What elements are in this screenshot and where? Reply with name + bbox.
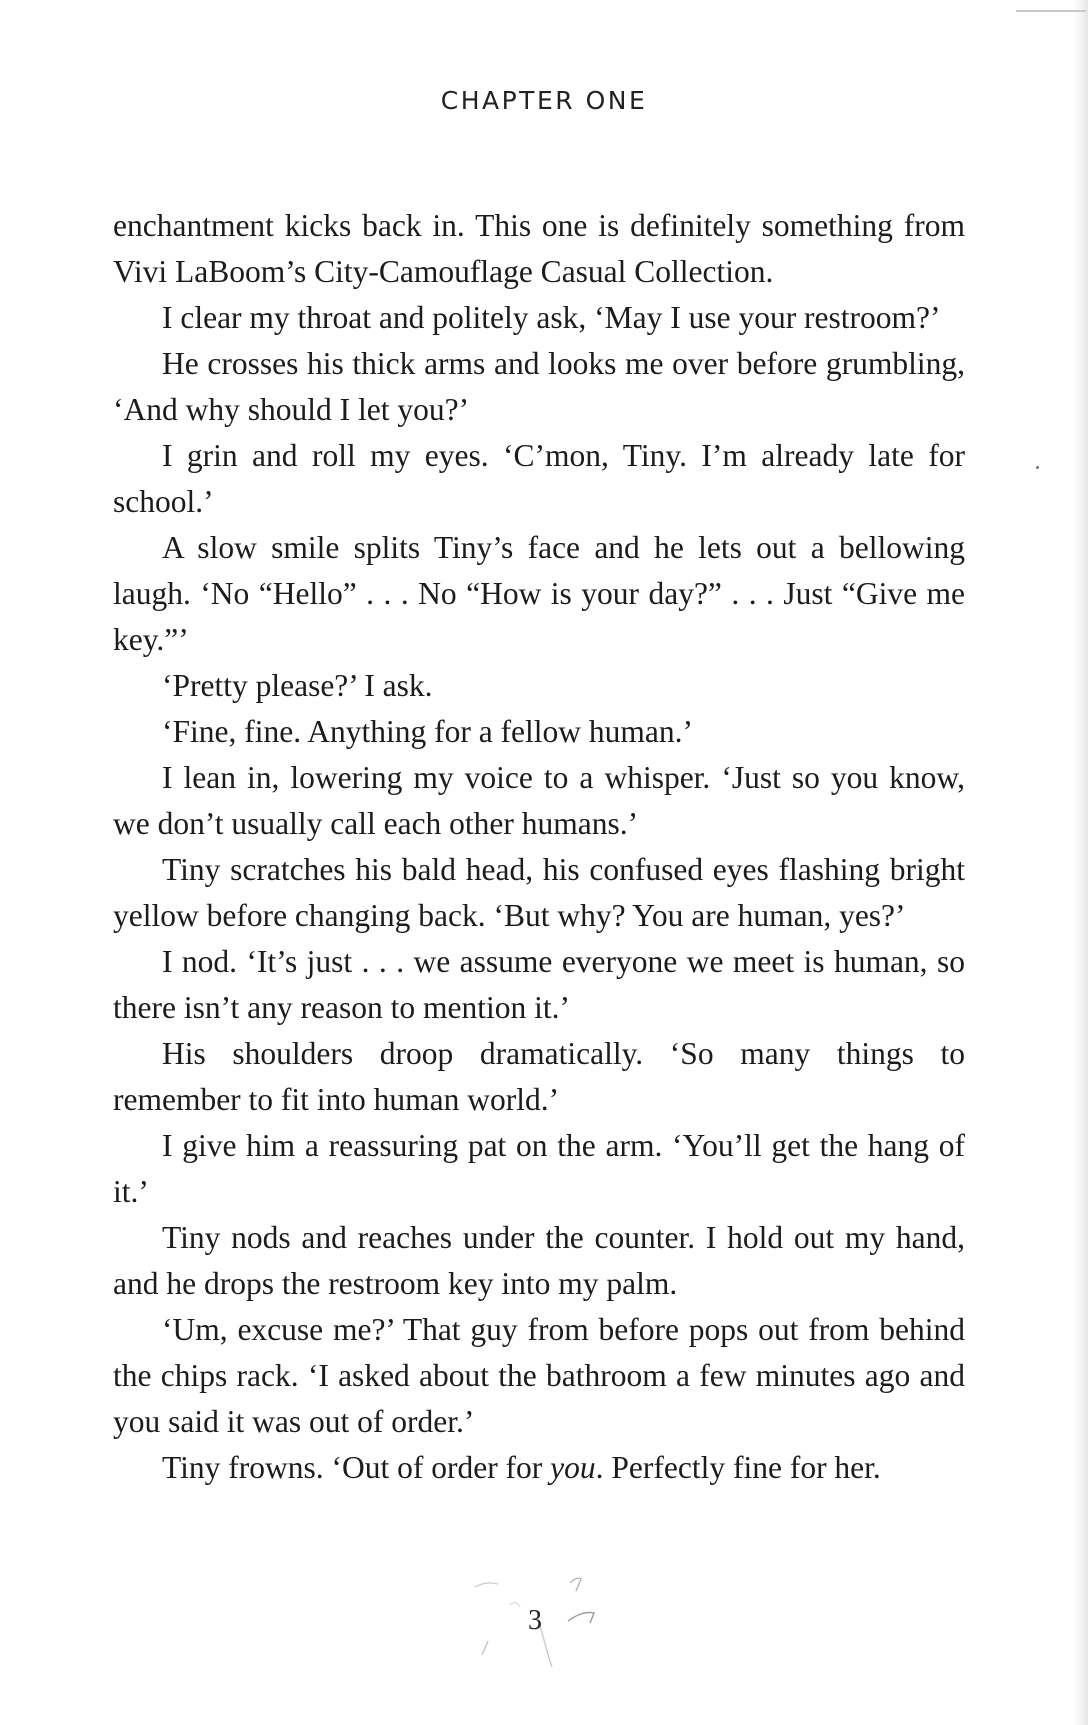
scribble-stroke-4 bbox=[482, 1641, 488, 1655]
paragraph-3: He crosses his thick arms and looks me over before grumbling, ‘And why should I let you?’ bbox=[113, 346, 965, 427]
paragraph-6: ‘Pretty please?’ I ask. bbox=[162, 668, 433, 703]
paragraph-9: Tiny scratches his bald head, his confused eyes flashing bright yellow before changing back. ‘But why? You are human, yes?’ bbox=[113, 852, 965, 933]
paragraph-15-end: . Perfectly fine for her. bbox=[595, 1450, 881, 1485]
paragraph-14: ‘Um, excuse me?’ That guy from before pops out from behind the chips rack. ‘I asked about the bathroom a few minutes ago and you said it was out of order.’ bbox=[113, 1312, 965, 1439]
page-edge-shadow bbox=[1074, 0, 1088, 1725]
paragraph-8: I lean in, lowering my voice to a whisper. ‘Just so you know, we don’t usually call each other humans.’ bbox=[113, 760, 965, 841]
paragraph-12: I give him a reassuring pat on the arm. ‘You’ll get the hang of it.’ bbox=[113, 1128, 965, 1209]
page-number: 3 bbox=[528, 1605, 542, 1636]
page-edge-line bbox=[1016, 10, 1086, 12]
paragraph-15 bbox=[113, 1445, 965, 1491]
paragraph-11: His shoulders droop dramatically. ‘So many things to remember to fit into human world.’ bbox=[113, 1036, 965, 1117]
paragraph-15-emphasis: you bbox=[550, 1450, 596, 1485]
paragraph-7: ‘Fine, fine. Anything for a fellow human.’ bbox=[162, 714, 694, 749]
book-text bbox=[113, 203, 965, 1491]
scribble-stroke-2 bbox=[570, 1578, 581, 1591]
paragraph-1: enchantment kicks back in. This one is definitely something from Vivi LaBoom’s City-Camouflage Casual Collection. bbox=[113, 208, 965, 289]
paragraph-10: I nod. ‘It’s just . . . we assume everyone we meet is human, so there isn’t any reason to mention it.’ bbox=[113, 944, 965, 1025]
paper-speck bbox=[1036, 466, 1039, 469]
paragraph-15-start: Tiny frowns. ‘Out of order for bbox=[162, 1450, 551, 1485]
paragraph-4: I grin and roll my eyes. ‘C’mon, Tiny. I’m already late for school.’ bbox=[113, 438, 965, 519]
paragraph-2: I clear my throat and politely ask, ‘May I use your restroom?’ bbox=[162, 300, 941, 335]
scribble-stroke-1 bbox=[475, 1583, 498, 1587]
paragraph-13: Tiny nods and reaches under the counter. I hold out my hand, and he drops the restroom key into my palm. bbox=[113, 1220, 965, 1301]
running-header: CHAPTER ONE bbox=[440, 86, 648, 115]
paragraph-5: A slow smile splits Tiny’s face and he lets out a bellowing laugh. ‘No “Hello” . . . No “How is your day?” . . . Just “Give me key.”’ bbox=[113, 530, 965, 657]
